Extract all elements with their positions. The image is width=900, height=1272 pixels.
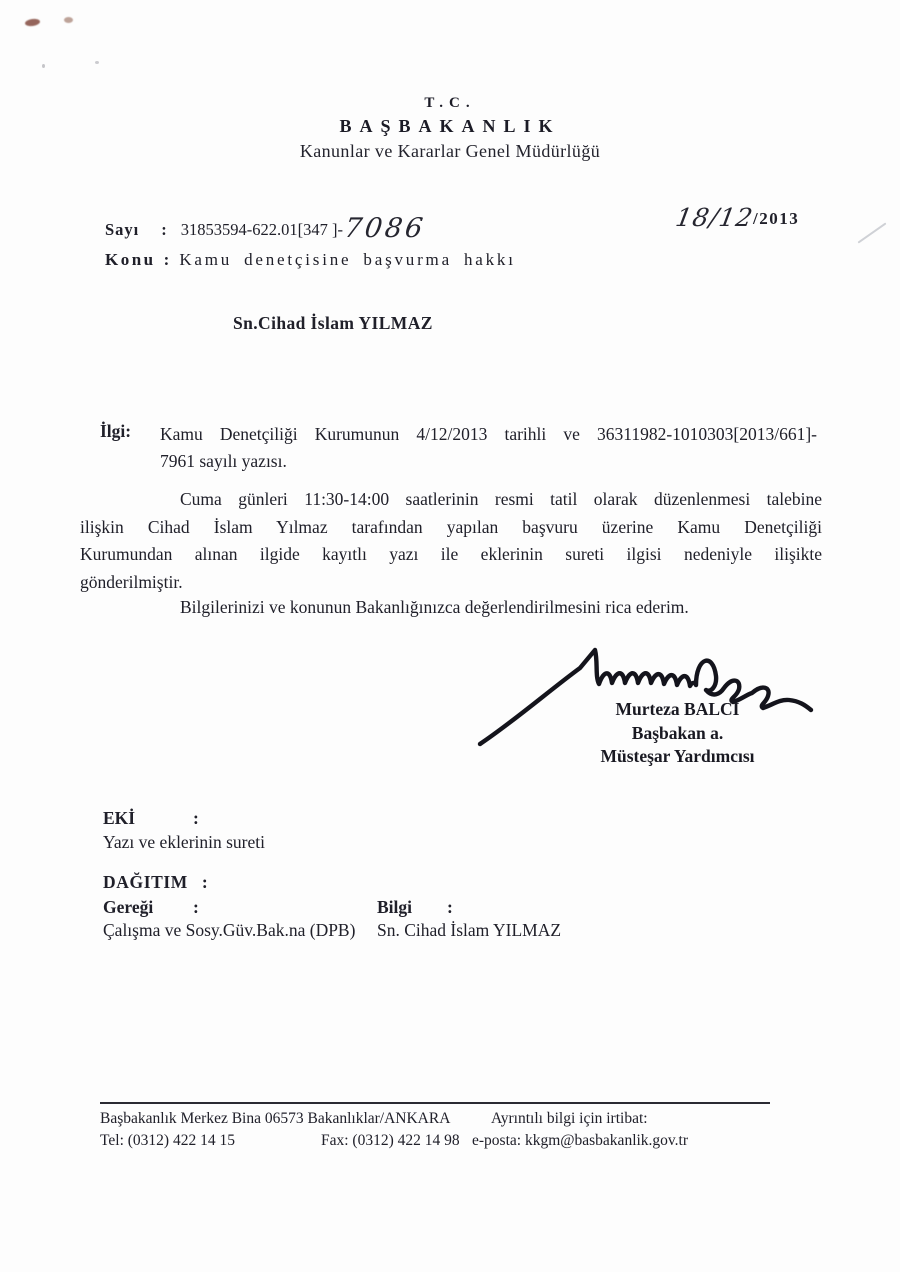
ilgi-label: İlgi: <box>100 421 132 441</box>
bilgi-colon: : <box>447 897 453 917</box>
attachment-value: Yazı ve eklerinin sureti <box>103 832 266 852</box>
ilgi-line-2: 7961 sayılı yazısı. <box>160 451 287 471</box>
geregi-value: Çalışma ve Sosy.Güv.Bak.na (DPB) <box>103 920 356 940</box>
konu-colon: : <box>163 250 170 269</box>
body-line-2: ilişkin Cihad İslam Yılmaz tarafından yapılan başvuru üzerine Kamu Denetçiliği <box>80 516 822 537</box>
signatory-title-2: Müsteşar Yardımcısı <box>600 746 755 766</box>
body-line-4: gönderilmiştir. <box>80 571 183 592</box>
bilgi-value: Sn. Cihad İslam YILMAZ <box>377 920 562 940</box>
eki-colon: : <box>193 808 199 828</box>
body-line-3: Kurumundan alınan ilgide kayıtlı yazı ile eklerinin sureti ilgisi nedeniyle ilişikte <box>80 544 822 564</box>
letterhead-state: T.C. <box>424 95 476 111</box>
footer-fax: Fax: (0312) 422 14 98 <box>321 1132 460 1149</box>
date-row <box>673 203 800 232</box>
geregi-label: Gereği <box>103 897 154 917</box>
printed-date-year: /2013 <box>753 209 800 228</box>
bilgi-label: Bilgi <box>377 897 413 917</box>
scan-speck <box>25 18 41 27</box>
konu-value: Kamu denetçisine başvurma hakkı <box>179 250 516 269</box>
signature-block <box>545 698 810 769</box>
reference-number-row <box>105 211 426 242</box>
dagitim-colon: : <box>201 872 209 892</box>
closing-sentence: Bilgilerinizi ve konunun Bakanlığınızca değerlendirilmesini rica ederim. <box>180 597 689 617</box>
geregi-colon: : <box>193 897 199 917</box>
attachment-label-row <box>103 808 199 829</box>
footer-email: e-posta: kkgm@basbakanlik.gov.tr <box>472 1132 689 1149</box>
sayi-colon: : <box>161 220 167 239</box>
handwritten-date: 18/12 <box>673 203 756 232</box>
eki-label: EKİ <box>103 808 136 828</box>
scan-speck <box>95 61 99 64</box>
scan-speck <box>64 17 73 23</box>
subject-row <box>105 250 516 270</box>
footer-address: Başbakanlık Merkez Bina 06573 Bakanlıklar/ANKARA <box>100 1110 451 1127</box>
sayi-value: 31853594-622.01[347 ]- <box>180 220 343 239</box>
distribution-heading <box>103 872 208 893</box>
recipient-name: Sn.Cihad İslam YILMAZ <box>233 313 433 333</box>
footer-divider <box>100 1102 770 1104</box>
letterhead-institution: BAŞBAKANLIK <box>339 116 561 136</box>
letterhead-department: Kanunlar ve Kararlar Genel Müdürlüğü <box>299 141 601 161</box>
handwritten-number: 7086 <box>342 213 428 244</box>
dagitim-label: DAĞITIM <box>103 872 188 892</box>
konu-label: Konu <box>105 250 156 269</box>
scan-speck <box>42 64 45 68</box>
ilgi-content <box>160 421 817 475</box>
ilgi-line-1: Kamu Denetçiliği Kurumunun 4/12/2013 tarihli ve 36311982-1010303[2013/661]- <box>160 424 817 444</box>
signatory-title-1: Başbakan a. <box>631 722 724 743</box>
footer-tel: Tel: (0312) 422 14 15 <box>100 1132 235 1149</box>
pencil-mark <box>858 222 887 243</box>
signatory-name: Murteza BALCI <box>615 699 740 719</box>
body-paragraph <box>80 486 822 596</box>
footer-contact-note: Ayrıntılı bilgi için irtibat: <box>491 1110 648 1127</box>
body-line-1: Cuma günleri 11:30-14:00 saatlerinin resmi tatil olarak düzenlenmesi talebine <box>180 489 822 509</box>
sayi-label: Sayı <box>105 220 140 239</box>
